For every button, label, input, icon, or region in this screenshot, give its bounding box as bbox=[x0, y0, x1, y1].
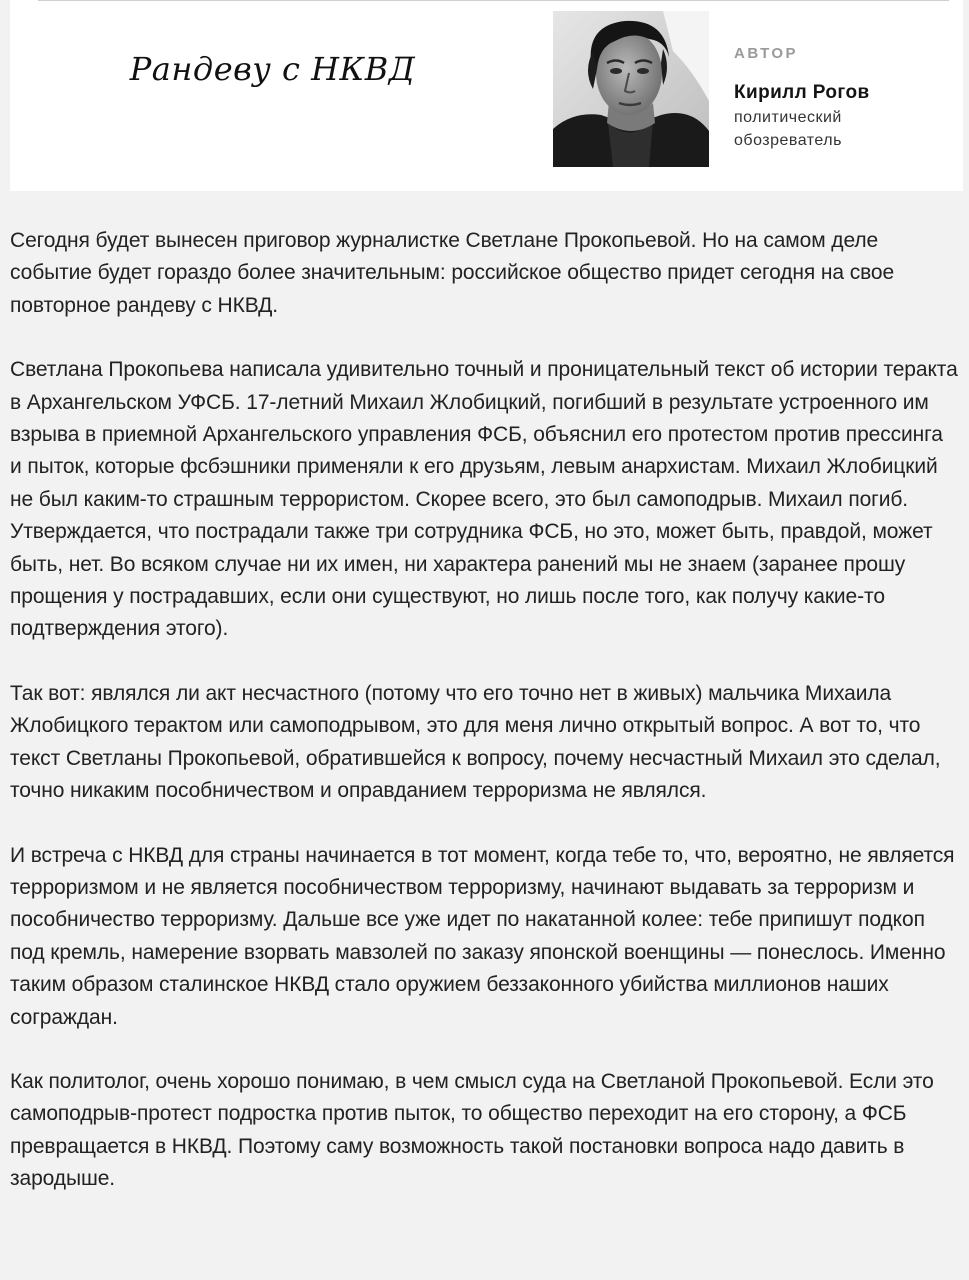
article-body bbox=[10, 225, 960, 1228]
author-portrait-image bbox=[553, 11, 709, 167]
article-paragraph: Как политолог, очень хорошо понимаю, в чем смысл суда на Светланой Прокопьевой. Если это самоподрыв-протест подростка против пыток, то общество переходит на его сторону, а ФСБ превращается в НКВД. Поэтому саму возможность такой постановки вопроса надо давить в зародыше. bbox=[10, 1069, 934, 1191]
header-divider bbox=[38, 0, 949, 1]
article-title: Рандеву с НКВД bbox=[129, 50, 416, 88]
author-photo[interactable] bbox=[553, 11, 709, 167]
article-paragraph: Светлана Прокопьева написала удивительно точный и проницательный текст об истории теракта в Архангельском УФСБ. 17-летний Михаил Жлобицкий, погибший в результате устроенного им взрыва в приемной Архангельского управления ФСБ, объяснил его протестом против прессинга и пыток, которые фсбэшники применяли к его друзьям, левым анархистам. Михаил Жлобицкий не был каким-то страшным террористом. Скорее всего, это был самоподрыв. Михаил погиб. Утверждается, что пострадали также три сотрудника ФСБ, но это, может быть, правдой, может быть, нет. Во всяком случае ни их имен, ни характера ранений мы не знаем (заранее прошу прощения у пострадавших, если они существуют, но лишь после того, как получу какие-то подтверждения этого). bbox=[10, 358, 958, 641]
article-paragraph: Так вот: являлся ли акт несчастного (потому что его точно нет в живых) мальчика Михаила Жлобицкого терактом или самоподрывом, это для меня лично открытый вопрос. А вот то, что текст Светланы Прокопьевой, обратившейся к вопросу, почему несчастный Михаил это сделал, точно никаким пособничеством и оправданием терроризма не являлся. bbox=[10, 681, 941, 803]
article-header bbox=[10, 0, 963, 191]
author-role: политический обозреватель bbox=[734, 109, 842, 149]
article-paragraph: Сегодня будет вынесен приговор журналистке Светлане Прокопьевой. Но на самом деле событие будет гораздо более значительным: российское общество придет сегодня на свое повторное рандеву с НКВД. bbox=[10, 229, 895, 317]
article-paragraph: И встреча с НКВД для страны начинается в тот момент, когда тебе то, что, вероятно, не является терроризмом и не является пособничеством терроризму, начинают выдавать за терроризм и пособничество терроризму. Дальше все уже идет по накатанной колее: тебе припишут подкоп под кремль, намерение взорвать мавзолей по заказу японской военщины — понеслось. Именно таким образом сталинское НКВД стало оружием беззаконного убийства миллионов наших сограждан. bbox=[10, 843, 955, 1029]
author-label: АВТОР bbox=[734, 45, 799, 62]
author-name[interactable]: Кирилл Рогов bbox=[734, 82, 870, 103]
